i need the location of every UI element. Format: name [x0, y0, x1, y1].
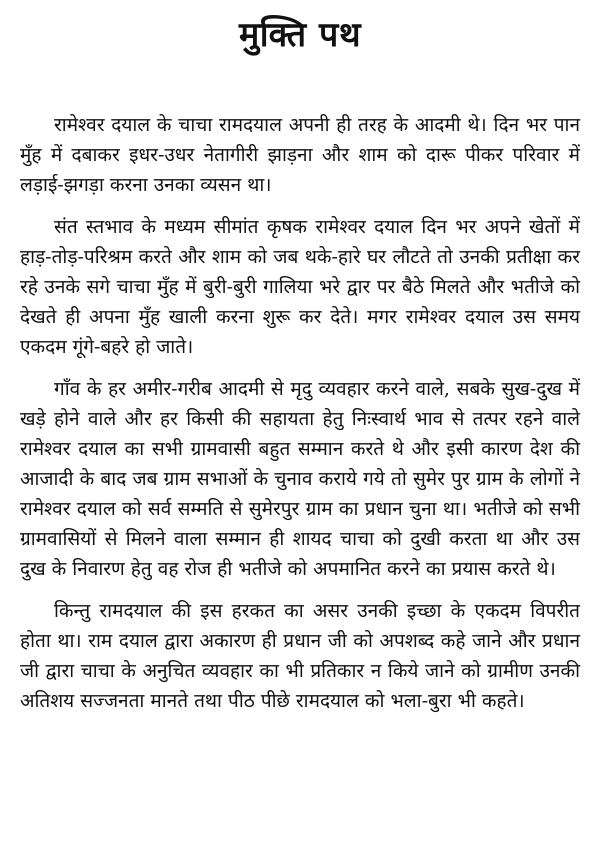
paragraph: संत स्तभाव के मध्यम सीमांत कृषक रामेश्वर दयाल दिन भर अपने खेतों में हाड़-तोड़-परिश्रम करते और शाम को जब थके-हारे घर लौटते तो उनकी प्रतीक्षा कर रहे उनके सगे चाचा मुँह में बुरी-बुरी गालिया भरे द्वार पर बैठे मिलते और भतीजे को देखते ही अपना मुँह खाली करना शुरू कर देते। मगर रामेश्वर दयाल उस समय एकदम गूंगे-बहरे हो जाते। [20, 216, 580, 358]
paragraph: रामेश्वर दयाल के चाचा रामदयाल अपनी ही तरह के आदमी थे। दिन भर पान मुँह में दबाकर इधर-उधर नेतागीरी झाड़ना और शाम को दारू पीकर परिवार में लड़ाई-झगड़ा करना उनका व्यसन था। [20, 114, 580, 196]
paragraph: गाँव के हर अमीर-गरीब आदमी से मृदु व्यवहार करने वाले, सबके सुख-दुख में खड़े होने वाले और हर किसी की सहायता हेतु निःस्वार्थ भाव से तत्पर रहने वाले रामेश्वर दयाल का सभी ग्रामवासी बहुत सम्मान करते थे और इसी कारण देश की आजादी के बाद जब ग्राम सभाओं के चुनाव कराये गये तो सुमेर पुर ग्राम के लोगों ने रामेश्वर दयाल को सर्व सम्मति से सुमेरपुर ग्राम का प्रधान चुना था। भतीजे को सभी ग्रामवासियों से मिलने वाला सम्मान ही शायद चाचा को दुखी करता था और उस दुख के निवारण हेतु वह रोज ही भतीजे को अपमानित करने का प्रयास करते थे। [20, 378, 580, 580]
story-body [20, 110, 580, 716]
paragraph: किन्तु रामदयाल की इस हरकत का असर उनकी इच्छा के एकदम विपरीत होता था। राम दयाल द्वारा अकारण ही प्रधान जी को अपशब्द कहे जाने और प्रधान जी द्वारा चाचा के अनुचित व्यवहार का भी प्रतिकार न किये जाने को ग्रामीण उनकी अतिशय सज्जनता मानते तथा पीठ पीछे रामदयाल को भला-बुरा भी कहते। [20, 600, 580, 712]
page-title: मुक्ति पथ [238, 15, 362, 55]
